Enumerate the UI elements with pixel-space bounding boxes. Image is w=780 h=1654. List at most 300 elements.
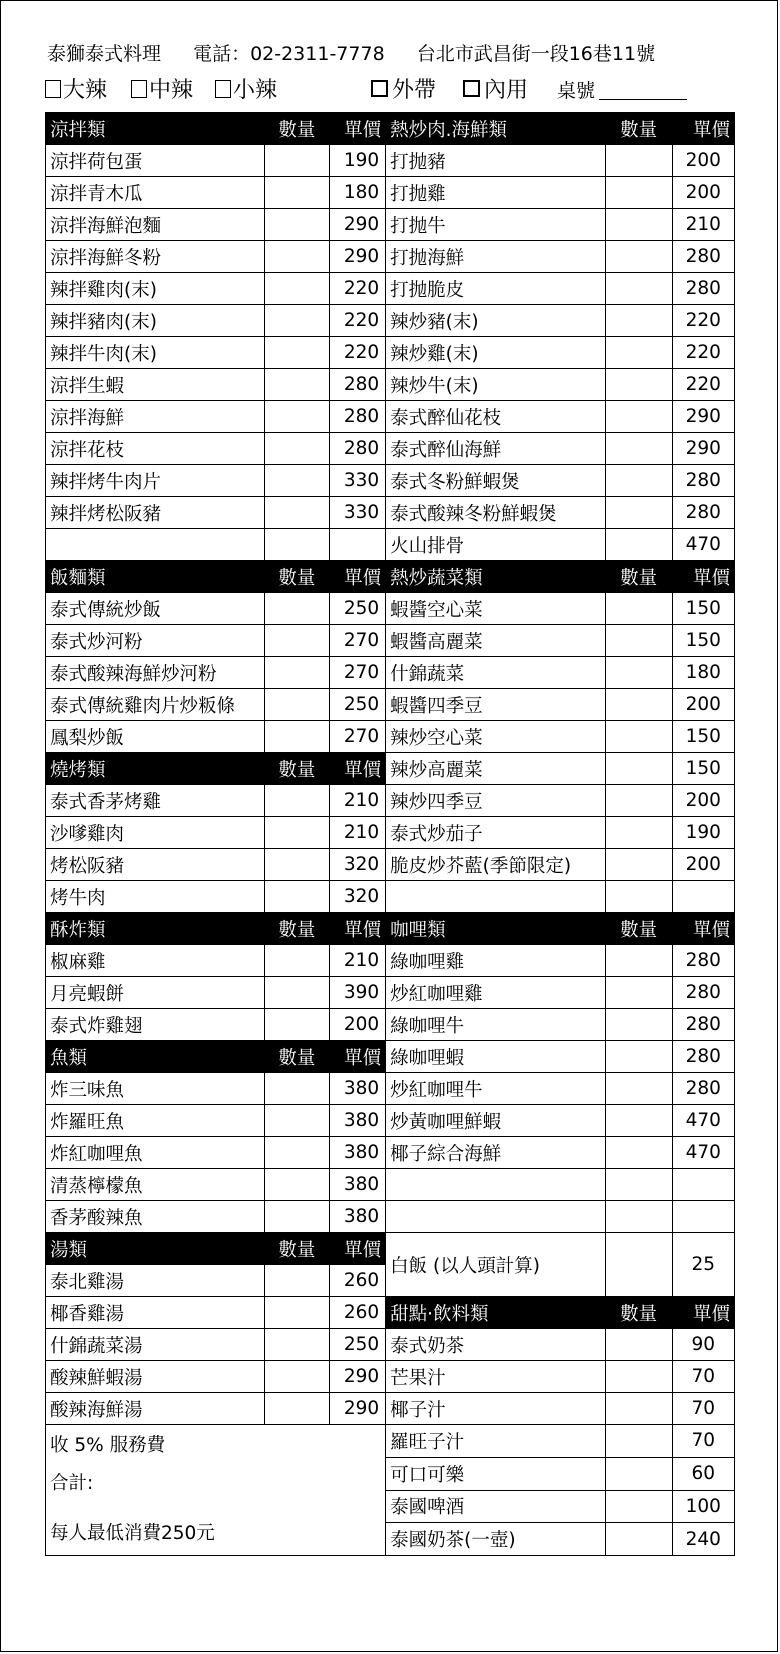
quantity-field[interactable] (605, 177, 672, 209)
right-section-title: 咖哩類 (386, 913, 606, 945)
empty-cell (605, 1201, 672, 1233)
quantity-field[interactable] (605, 337, 672, 369)
quantity-field[interactable] (605, 1073, 672, 1105)
table-row (46, 1361, 735, 1393)
menu-item-name: 炒紅咖哩牛 (386, 1073, 606, 1105)
footer-notes (46, 1425, 386, 1556)
menu-item-price: 200 (672, 177, 735, 209)
menu-item-price: 150 (672, 753, 735, 785)
menu-item-price: 150 (672, 593, 735, 625)
menu-item-name: 綠咖哩牛 (386, 1009, 606, 1041)
table-row (46, 1393, 735, 1425)
quantity-field[interactable] (264, 1393, 330, 1425)
menu-item-name: 炸羅旺魚 (46, 1105, 265, 1137)
quantity-field[interactable] (605, 1233, 672, 1297)
spice-option-hot[interactable]: 大辣 (45, 73, 107, 104)
menu-item-price: 320 (330, 849, 386, 881)
quantity-field[interactable] (264, 593, 330, 625)
menu-item-name: 椰子綜合海鮮 (386, 1137, 606, 1169)
table-row (46, 785, 735, 817)
menu-item-price: 290 (672, 401, 735, 433)
quantity-field[interactable] (605, 497, 672, 529)
left-price-header: 單價 (330, 1041, 386, 1073)
quantity-field[interactable] (264, 1137, 330, 1169)
quantity-field[interactable] (264, 1009, 330, 1041)
table-row (46, 113, 735, 145)
quantity-field[interactable] (605, 1523, 672, 1556)
quantity-field[interactable] (264, 209, 330, 241)
quantity-field[interactable] (605, 1041, 672, 1073)
menu-item-name: 脆皮炒芥藍(季節限定) (386, 849, 606, 881)
menu-item-price: 380 (330, 1105, 386, 1137)
quantity-field[interactable] (605, 369, 672, 401)
menu-item-price: 280 (672, 945, 735, 977)
empty-cell (672, 1201, 735, 1233)
table-row (46, 1009, 735, 1041)
left-price-header: 單價 (330, 753, 386, 785)
menu-item-name: 泰式酸辣冬粉鮮蝦煲 (386, 497, 606, 529)
quantity-field[interactable] (605, 817, 672, 849)
table-row (46, 401, 735, 433)
quantity-field[interactable] (264, 465, 330, 497)
menu-item-name: 泰式炸雞翅 (46, 1009, 265, 1041)
menu-item-name: 辣炒高麗菜 (386, 753, 606, 785)
menu-item-name: 白飯 (以人頭計算) (386, 1233, 606, 1297)
table-row (46, 913, 735, 945)
menu-item-name: 辣拌牛肉(末) (46, 337, 265, 369)
checkbox-icon[interactable] (371, 80, 388, 97)
quantity-field[interactable] (605, 1329, 672, 1361)
table-row (46, 625, 735, 657)
quantity-field[interactable] (264, 305, 330, 337)
menu-item-name: 芒果汁 (386, 1361, 606, 1393)
quantity-field[interactable] (264, 241, 330, 273)
checkbox-icon[interactable] (45, 80, 61, 98)
quantity-field[interactable] (264, 1105, 330, 1137)
menu-item-name: 辣炒空心菜 (386, 721, 606, 753)
menu-item-price: 280 (672, 1041, 735, 1073)
menu-item-name: 烤松阪豬 (46, 849, 265, 881)
menu-item-price: 280 (330, 369, 386, 401)
menu-item-price: 200 (672, 849, 735, 881)
menu-item-price: 380 (330, 1201, 386, 1233)
quantity-field[interactable] (605, 593, 672, 625)
quantity-field[interactable] (264, 721, 330, 753)
quantity-field[interactable] (264, 1297, 330, 1329)
menu-item-name: 辣炒牛(末) (386, 369, 606, 401)
menu-item-name: 烤牛肉 (46, 881, 265, 913)
menu-item-price: 220 (672, 305, 735, 337)
menu-item-name: 涼拌青木瓜 (46, 177, 265, 209)
spice-option-mild[interactable]: 小辣 (215, 73, 277, 104)
quantity-field[interactable] (605, 689, 672, 721)
service-charge-note: 收 5% 服務費 (50, 1435, 166, 1456)
quantity-field[interactable] (605, 753, 672, 785)
menu-item-price: 290 (330, 1361, 386, 1393)
right-qty-header: 數量 (605, 113, 672, 145)
left-qty-header: 數量 (264, 753, 330, 785)
menu-item-name: 泰式香茅烤雞 (46, 785, 265, 817)
restaurant-name: 泰獅泰式料理 (47, 43, 162, 65)
menu-item-price: 330 (330, 465, 386, 497)
quantity-field[interactable] (605, 1009, 672, 1041)
quantity-field[interactable] (264, 401, 330, 433)
menu-item-name: 涼拌荷包蛋 (46, 145, 265, 177)
quantity-field[interactable] (264, 273, 330, 305)
menu-item-price: 280 (672, 1073, 735, 1105)
right-price-header: 單價 (672, 113, 735, 145)
menu-item-price: 210 (330, 945, 386, 977)
table-row (46, 1425, 735, 1458)
menu-item-name: 辣炒雞(末) (386, 337, 606, 369)
quantity-field[interactable] (264, 497, 330, 529)
quantity-field[interactable] (264, 785, 330, 817)
quantity-field[interactable] (605, 273, 672, 305)
table-row (46, 241, 735, 273)
menu-item-name: 酸辣鮮蝦湯 (46, 1361, 265, 1393)
quantity-field[interactable] (605, 305, 672, 337)
table-row (46, 1233, 735, 1265)
menu-item-price: 190 (672, 817, 735, 849)
menu-item-price: 100 (672, 1490, 735, 1523)
left-price-header: 單價 (330, 913, 386, 945)
table-number-field[interactable] (599, 79, 687, 100)
menu-item-name: 清蒸檸檬魚 (46, 1169, 265, 1201)
quantity-field[interactable] (605, 1425, 672, 1458)
menu-item-price: 380 (330, 1169, 386, 1201)
menu-item-price: 90 (672, 1329, 735, 1361)
table-row (46, 817, 735, 849)
menu-item-name: 涼拌花枝 (46, 433, 265, 465)
left-price-header: 單價 (330, 113, 386, 145)
menu-item-name: 什錦蔬菜湯 (46, 1329, 265, 1361)
table-row (46, 945, 735, 977)
quantity-field[interactable] (264, 1169, 330, 1201)
dine-in-option[interactable]: 內用 (463, 73, 528, 104)
menu-item-price: 220 (330, 273, 386, 305)
table-row (46, 753, 735, 785)
menu-item-price: 280 (672, 1009, 735, 1041)
quantity-field[interactable] (264, 1329, 330, 1361)
quantity-field[interactable] (605, 625, 672, 657)
menu-item-price: 320 (330, 881, 386, 913)
menu-item-price: 210 (672, 209, 735, 241)
menu-item-price: 60 (672, 1457, 735, 1490)
menu-item-price: 390 (330, 977, 386, 1009)
quantity-field[interactable] (605, 657, 672, 689)
table-row (46, 529, 735, 561)
table-row (46, 1105, 735, 1137)
quantity-field[interactable] (264, 337, 330, 369)
left-qty-header: 數量 (264, 913, 330, 945)
quantity-field[interactable] (264, 1265, 330, 1297)
left-qty-header: 數量 (264, 1233, 330, 1265)
empty-cell (605, 1169, 672, 1201)
menu-item-name: 椰香雞湯 (46, 1297, 265, 1329)
menu-item-price: 270 (330, 625, 386, 657)
menu-item-name: 炒紅咖哩雞 (386, 977, 606, 1009)
menu-item-name: 月亮蝦餅 (46, 977, 265, 1009)
quantity-field[interactable] (264, 657, 330, 689)
quantity-field[interactable] (605, 1457, 672, 1490)
menu-item-name: 打抛雞 (386, 177, 606, 209)
menu-item-name: 椒麻雞 (46, 945, 265, 977)
quantity-field[interactable] (605, 1361, 672, 1393)
quantity-field[interactable] (264, 1201, 330, 1233)
menu-item-name: 火山排骨 (386, 529, 606, 561)
table-row (46, 1137, 735, 1169)
menu-item-name: 泰式奶茶 (386, 1329, 606, 1361)
menu-item-price: 260 (330, 1297, 386, 1329)
quantity-field[interactable] (264, 817, 330, 849)
table-row (46, 1041, 735, 1073)
left-section-title: 魚類 (46, 1041, 265, 1073)
quantity-field[interactable] (605, 1490, 672, 1523)
menu-item-price: 290 (330, 209, 386, 241)
quantity-field[interactable] (605, 529, 672, 561)
quantity-field[interactable] (264, 881, 330, 913)
table-row (46, 177, 735, 209)
menu-item-name: 泰式酸辣海鮮炒河粉 (46, 657, 265, 689)
menu-item-name: 炸三味魚 (46, 1073, 265, 1105)
quantity-field[interactable] (264, 689, 330, 721)
phone-number: 電話：02-2311-7778 (193, 43, 385, 65)
menu-item-name: 泰北雞湯 (46, 1265, 265, 1297)
menu-item-price: 250 (330, 593, 386, 625)
right-section-title: 熱炒肉.海鮮類 (386, 113, 606, 145)
table-row (46, 721, 735, 753)
quantity-field[interactable] (605, 785, 672, 817)
menu-item-name: 涼拌生蝦 (46, 369, 265, 401)
menu-item-name: 羅旺子汁 (386, 1425, 606, 1458)
left-section-title: 飯麵類 (46, 561, 265, 593)
menu-item-price: 330 (330, 497, 386, 529)
menu-item-price: 200 (672, 785, 735, 817)
menu-item-price: 260 (330, 1265, 386, 1297)
quantity-field[interactable] (264, 849, 330, 881)
menu-item-price: 250 (330, 1329, 386, 1361)
menu-item-price: 70 (672, 1393, 735, 1425)
menu-item-name: 打抛牛 (386, 209, 606, 241)
menu-item-price: 150 (672, 625, 735, 657)
table-row (46, 337, 735, 369)
menu-item-price: 220 (330, 305, 386, 337)
checkbox-icon[interactable] (131, 80, 147, 98)
table-row (46, 1073, 735, 1105)
right-price-header: 單價 (672, 913, 735, 945)
menu-item-name: 辣拌雞肉(末) (46, 273, 265, 305)
quantity-field[interactable] (605, 465, 672, 497)
quantity-field[interactable] (264, 977, 330, 1009)
menu-item-price: 380 (330, 1073, 386, 1105)
right-section-title: 熱炒蔬菜類 (386, 561, 606, 593)
table-row (46, 465, 735, 497)
empty-cell (386, 881, 606, 913)
left-section-title: 燒烤類 (46, 753, 265, 785)
menu-item-name: 可口可樂 (386, 1457, 606, 1490)
menu-item-name: 辣拌烤牛肉片 (46, 465, 265, 497)
menu-item-price: 70 (672, 1425, 735, 1458)
quantity-field[interactable] (605, 1393, 672, 1425)
menu-item-name: 涼拌海鮮冬粉 (46, 241, 265, 273)
quantity-field[interactable] (605, 1105, 672, 1137)
menu-item-price: 25 (672, 1233, 735, 1297)
menu-item-price: 220 (330, 337, 386, 369)
left-qty-header: 數量 (264, 113, 330, 145)
empty-cell (672, 881, 735, 913)
menu-item-price: 180 (330, 177, 386, 209)
table-row (46, 273, 735, 305)
menu-item-name: 沙嗲雞肉 (46, 817, 265, 849)
right-section-title: 甜點·飲料類 (386, 1297, 606, 1329)
table-row (46, 433, 735, 465)
quantity-field[interactable] (605, 1137, 672, 1169)
quantity-field[interactable] (605, 849, 672, 881)
table-row (46, 593, 735, 625)
left-section-title: 酥炸類 (46, 913, 265, 945)
minimum-charge-note: 每人最低消費250元 (50, 1523, 215, 1544)
empty-cell (386, 1169, 606, 1201)
empty-cell (330, 529, 386, 561)
menu-item-price: 280 (672, 273, 735, 305)
quantity-field[interactable] (605, 945, 672, 977)
menu-item-price: 70 (672, 1361, 735, 1393)
table-row (46, 1169, 735, 1201)
menu-item-name: 辣炒四季豆 (386, 785, 606, 817)
header (47, 39, 655, 66)
menu-item-price: 250 (330, 689, 386, 721)
menu-item-name: 泰國啤酒 (386, 1490, 606, 1523)
quantity-field[interactable] (605, 721, 672, 753)
menu-item-price: 290 (330, 1393, 386, 1425)
quantity-field[interactable] (264, 145, 330, 177)
right-qty-header: 數量 (605, 1297, 672, 1329)
address: 台北市武昌街一段16巷11號 (416, 43, 656, 65)
right-qty-header: 數量 (605, 913, 672, 945)
menu-item-name: 蝦醬四季豆 (386, 689, 606, 721)
menu-item-name: 泰國奶茶(一壺) (386, 1523, 606, 1556)
table-row (46, 657, 735, 689)
menu-item-name: 香茅酸辣魚 (46, 1201, 265, 1233)
checkbox-icon[interactable] (215, 80, 231, 98)
checkbox-icon[interactable] (463, 80, 480, 97)
table-row (46, 1329, 735, 1361)
spice-option-medium[interactable]: 中辣 (131, 73, 193, 104)
table-row (46, 305, 735, 337)
left-section-title: 涼拌類 (46, 113, 265, 145)
menu-item-name: 綠咖哩雞 (386, 945, 606, 977)
menu-item-price: 280 (672, 241, 735, 273)
left-section-title: 湯類 (46, 1233, 265, 1265)
quantity-field[interactable] (264, 625, 330, 657)
menu-item-name: 泰式冬粉鮮蝦煲 (386, 465, 606, 497)
menu-item-name: 什錦蔬菜 (386, 657, 606, 689)
menu-item-price: 280 (672, 977, 735, 1009)
menu-item-price: 280 (672, 465, 735, 497)
table-row (46, 977, 735, 1009)
menu-item-price: 470 (672, 1137, 735, 1169)
menu-item-price: 380 (330, 1137, 386, 1169)
menu-item-name: 泰式傳統炒飯 (46, 593, 265, 625)
menu-item-name: 泰式傳統雞肉片炒粄條 (46, 689, 265, 721)
quantity-field[interactable] (264, 177, 330, 209)
menu-item-price: 150 (672, 721, 735, 753)
menu-item-name: 辣拌烤松阪豬 (46, 497, 265, 529)
total-label: 合計: (50, 1473, 94, 1494)
menu-item-name: 涼拌海鮮 (46, 401, 265, 433)
quantity-field[interactable] (264, 433, 330, 465)
quantity-field[interactable] (605, 209, 672, 241)
menu-item-price: 200 (330, 1009, 386, 1041)
quantity-field[interactable] (605, 145, 672, 177)
menu-item-price: 220 (672, 337, 735, 369)
menu-item-name: 泰式醉仙花枝 (386, 401, 606, 433)
menu-item-name: 辣拌豬肉(末) (46, 305, 265, 337)
table-row (46, 689, 735, 721)
menu-item-price: 270 (330, 657, 386, 689)
menu-item-name: 打抛海鮮 (386, 241, 606, 273)
menu-item-name: 辣炒豬(末) (386, 305, 606, 337)
menu-item-price: 240 (672, 1523, 735, 1556)
menu-item-name: 鳳梨炒飯 (46, 721, 265, 753)
menu-item-price: 470 (672, 529, 735, 561)
menu-item-name: 泰式炒河粉 (46, 625, 265, 657)
table-row (46, 849, 735, 881)
right-price-header: 單價 (672, 561, 735, 593)
quantity-field[interactable] (605, 433, 672, 465)
quantity-field[interactable] (264, 945, 330, 977)
menu-item-name: 炸紅咖哩魚 (46, 1137, 265, 1169)
menu-item-price: 290 (330, 241, 386, 273)
menu-item-name: 蝦醬高麗菜 (386, 625, 606, 657)
quantity-field[interactable] (264, 1361, 330, 1393)
empty-cell (672, 1169, 735, 1201)
right-qty-header: 數量 (605, 561, 672, 593)
table-row (46, 881, 735, 913)
menu-item-name: 綠咖哩蝦 (386, 1041, 606, 1073)
menu-item-price: 190 (330, 145, 386, 177)
empty-cell (605, 881, 672, 913)
menu-item-name: 泰式炒茄子 (386, 817, 606, 849)
table-row (46, 145, 735, 177)
empty-cell (46, 529, 265, 561)
quantity-field[interactable] (264, 369, 330, 401)
takeout-option[interactable]: 外帶 (371, 73, 436, 104)
empty-cell (264, 529, 330, 561)
menu-item-price: 200 (672, 145, 735, 177)
left-qty-header: 數量 (264, 561, 330, 593)
menu-item-price: 280 (330, 433, 386, 465)
options-row (45, 73, 737, 107)
menu-item-name: 涼拌海鮮泡麵 (46, 209, 265, 241)
quantity-field[interactable] (605, 241, 672, 273)
quantity-field[interactable] (605, 401, 672, 433)
table-number: 桌號 (557, 76, 687, 103)
empty-cell (386, 1201, 606, 1233)
quantity-field[interactable] (605, 977, 672, 1009)
table-row (46, 369, 735, 401)
left-price-header: 單價 (330, 1233, 386, 1265)
left-price-header: 單價 (330, 561, 386, 593)
menu-item-name: 打抛脆皮 (386, 273, 606, 305)
right-price-header: 單價 (672, 1297, 735, 1329)
menu-item-price: 470 (672, 1105, 735, 1137)
menu-item-price: 270 (330, 721, 386, 753)
menu-item-price: 210 (330, 785, 386, 817)
menu-item-price: 290 (672, 433, 735, 465)
table-row (46, 209, 735, 241)
quantity-field[interactable] (264, 1073, 330, 1105)
